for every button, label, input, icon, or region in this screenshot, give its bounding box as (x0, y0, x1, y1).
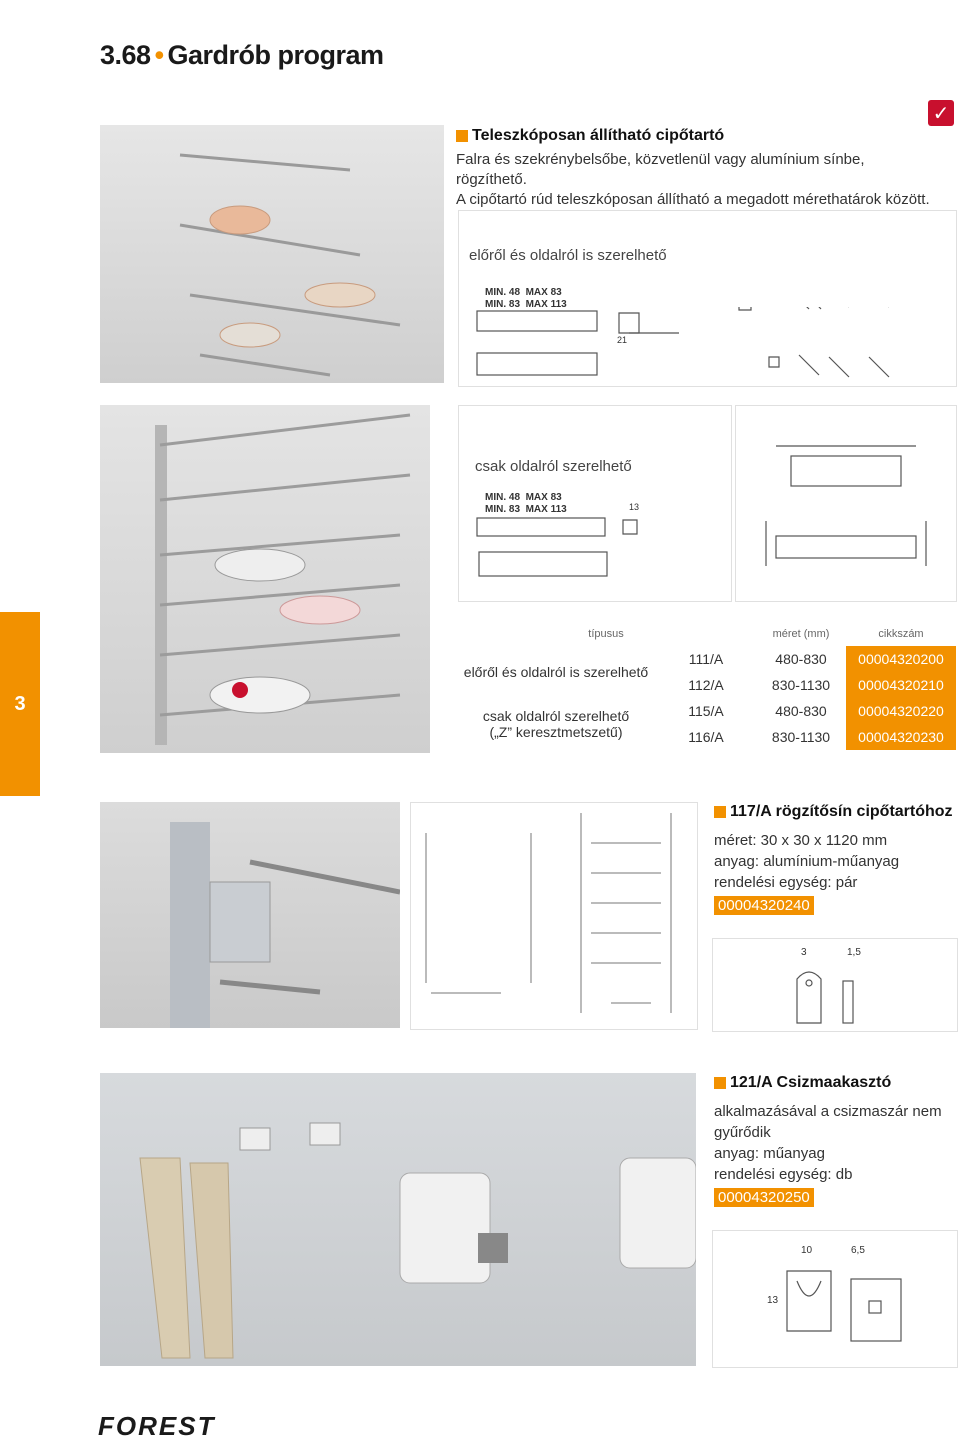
detail-line: méret: 30 x 30 x 1120 mm (714, 832, 888, 849)
product-code: 00004320250 (714, 1188, 814, 1207)
page-title (100, 40, 384, 71)
diagram-panel-mount (735, 405, 957, 602)
type-cell: 116/A (688, 729, 724, 745)
boot-hanger-drawing (781, 1261, 921, 1361)
mount-drawing (736, 406, 956, 601)
description-line: Falra és szekrénybelsőbe, közvetlenül vagy alumínium sínbe, rögzíthető. (456, 151, 865, 188)
section-heading (714, 803, 953, 821)
diagram-panel-side (458, 405, 732, 602)
dimension-3: 3 (801, 947, 807, 958)
group-label: előről és oldalról is szerelhető (463, 664, 649, 680)
chapter-tab (0, 612, 40, 796)
checkmark-icon: ✓ (928, 100, 954, 126)
square-bullet-icon (456, 130, 468, 142)
section-title: Teleszkóposan állítható cipőtartó (472, 127, 725, 144)
diagram-caption: csak oldalról szerelhető (475, 458, 632, 475)
size-cell: 480-830 (775, 651, 827, 667)
dimension-65: 6,5 (851, 1245, 865, 1256)
code-cell: 00004320220 (846, 698, 956, 724)
shoe-rack-side-illustration (100, 405, 430, 753)
table-header-row (456, 622, 956, 646)
shoe-rack-photo-side (100, 405, 430, 753)
rail-profile-drawing (783, 961, 903, 1027)
group-label: csak oldalról szerelhető („Z” keresztmetszetű) (482, 708, 630, 740)
code-cell: 00004320200 (846, 646, 956, 672)
column-header: méret (mm) (772, 628, 830, 640)
brand-logo: FOREST (98, 1411, 216, 1441)
section-details (714, 1101, 954, 1208)
rail-profile-panel (712, 938, 958, 1032)
page-title-text: Gardrób program (167, 40, 384, 70)
detail-line: anyag: műanyag (714, 1145, 825, 1162)
spec-table-container (456, 622, 956, 750)
boot-hanger-illustration (100, 1073, 696, 1366)
detail-line: anyag: alumínium-műanyag (714, 853, 900, 870)
rail-photo (100, 802, 400, 1028)
section-heading (714, 1074, 891, 1092)
spec-table (456, 622, 956, 750)
column-header: típusus (588, 628, 624, 640)
size-cell: 830-1130 (771, 729, 831, 745)
column-header: cikkszám (878, 628, 924, 640)
bullet-dot: • (154, 40, 164, 70)
technical-drawing (469, 307, 949, 387)
dimension-13: 13 (767, 1295, 779, 1306)
square-bullet-icon (714, 1077, 726, 1089)
section-title: 121/A Csizmaakasztó (730, 1074, 892, 1091)
product-code: 00004320240 (714, 896, 814, 915)
rail-illustration (100, 802, 400, 1028)
description-line: A cipőtartó rúd teleszkóposan állítható a megadott mérethatárok között. (456, 191, 930, 208)
dimension-21: 21 (617, 335, 628, 345)
detail-line: rendelési egység: pár (714, 874, 858, 891)
diagram-caption: előről és oldalról is szerelhető (469, 247, 667, 264)
size-cell: 830-1130 (771, 677, 831, 693)
rail-drawing (411, 803, 697, 1029)
section-title: 117/A rögzítősín cipőtartóhoz (730, 803, 953, 820)
shoe-rack-illustration (100, 125, 444, 383)
section-heading (456, 127, 724, 145)
shoe-rack-photo-top (100, 125, 444, 383)
dimension-15: 1,5 (847, 947, 861, 958)
table-row (456, 698, 956, 724)
section-number: 3.68 (100, 40, 151, 70)
square-bullet-icon (714, 806, 726, 818)
detail-line: alkalmazásával a csizmaszár nem (714, 1103, 942, 1120)
rail-drawing-panel (410, 802, 698, 1030)
type-cell: 112/A (688, 677, 724, 693)
section-description (456, 150, 936, 210)
chapter-number: 3 (14, 692, 26, 715)
technical-drawing (473, 516, 713, 591)
boot-hanger-photo (100, 1073, 696, 1366)
boot-hanger-drawing-panel (712, 1230, 958, 1368)
dimension-labels: MIN. 48 MAX 83 MIN. 83 MAX 113 (485, 492, 567, 515)
type-cell: 111/A (688, 651, 724, 667)
detail-line: gyűrődik (714, 1124, 771, 1141)
type-cell: 115/A (688, 703, 724, 719)
diagram-panel-front (458, 210, 957, 387)
code-cell: 00004320230 (846, 724, 956, 750)
detail-line: rendelési egység: db (714, 1166, 853, 1183)
dimension-labels: MIN. 48 MAX 83 MIN. 83 MAX 113 (485, 287, 567, 310)
code-cell: 00004320210 (846, 672, 956, 698)
dimension-10: 10 (801, 1245, 813, 1256)
section-details (714, 830, 954, 916)
table-row (456, 646, 956, 672)
dimension-13: 13 (629, 502, 640, 512)
size-cell: 480-830 (775, 703, 827, 719)
